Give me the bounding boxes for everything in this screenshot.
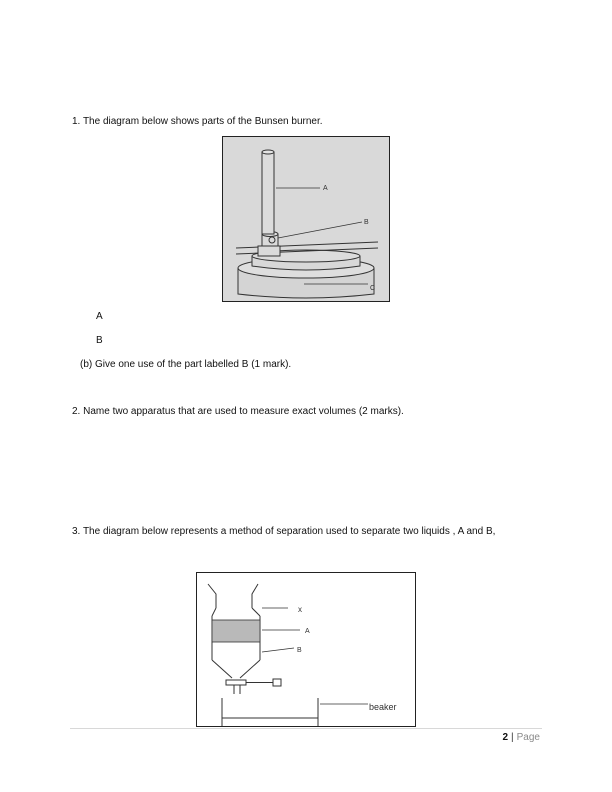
- page-number: 2: [502, 732, 509, 743]
- bunsen-label-a: A: [323, 185, 328, 192]
- question-1-stem: 1. The diagram below shows parts of the Bunsen burner.: [72, 116, 323, 127]
- funnel-label-a: A: [305, 628, 310, 635]
- page-footer: [502, 732, 540, 744]
- answer-label-a: A: [96, 311, 103, 322]
- bunsen-label-b: B: [364, 219, 369, 226]
- funnel-label-b: B: [297, 647, 302, 654]
- bunsen-label-c: C: [370, 285, 376, 292]
- funnel-label-beaker: beaker: [369, 702, 397, 712]
- question-1-part-b: (b) Give one use of the part labelled B (1 mark).: [80, 359, 292, 370]
- bunsen-burner-figure: [222, 136, 390, 307]
- separating-funnel-diagram: [196, 572, 416, 727]
- footer-divider: [70, 728, 542, 729]
- answer-label-b: B: [96, 335, 103, 346]
- separating-funnel-figure: [196, 572, 416, 732]
- bunsen-burner-diagram: [222, 136, 390, 302]
- footer-separator: |: [511, 732, 514, 743]
- page-word: Page: [516, 732, 540, 743]
- question-3-stem: 3. The diagram below represents a method of separation used to separate two liquids , A and B,: [72, 526, 496, 537]
- funnel-label-x: x: [298, 605, 302, 614]
- question-2-stem: 2. Name two apparatus that are used to measure exact volumes (2 marks).: [72, 406, 404, 417]
